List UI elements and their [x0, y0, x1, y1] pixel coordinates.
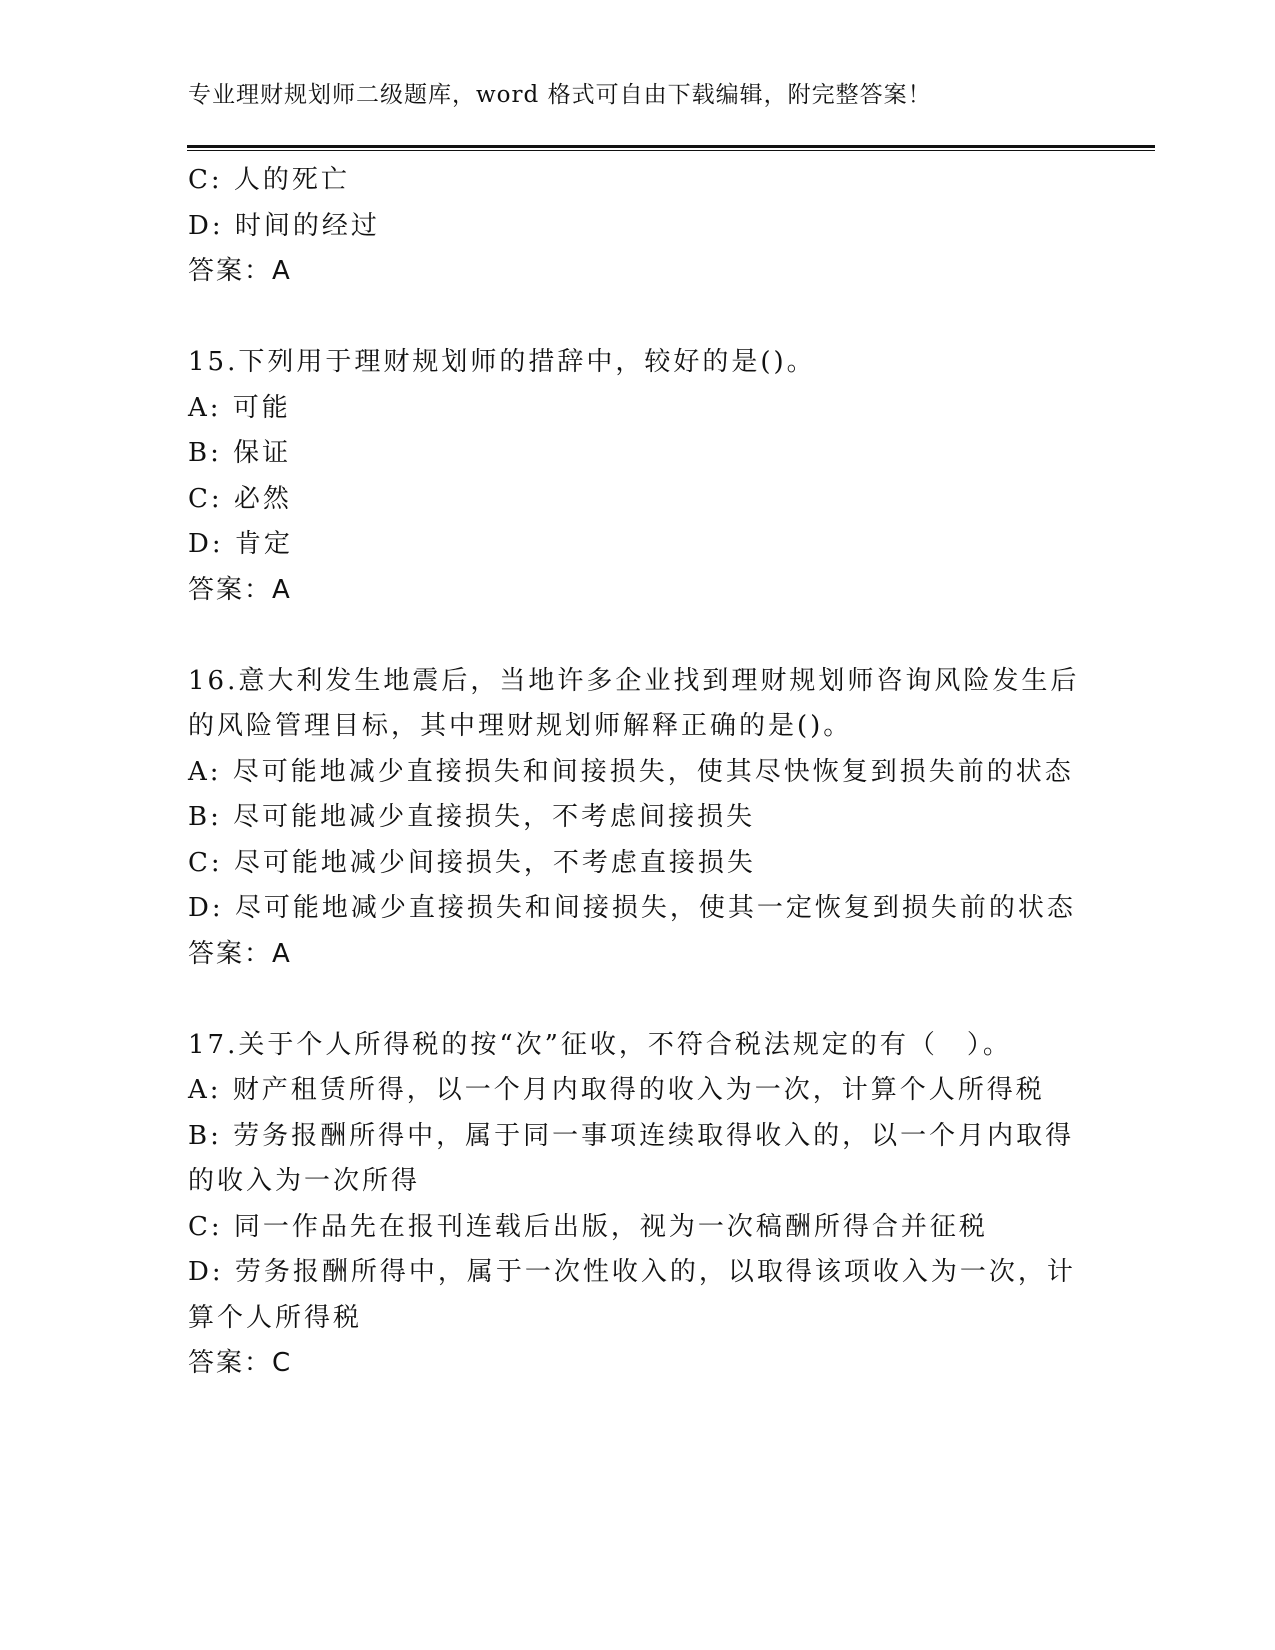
question-line: 的风险管理目标，其中理财规划师解释正确的是()。 — [188, 711, 853, 741]
option-line: C: 同一作品先在报刊连载后出版，视为一次稿酬所得合并征税 — [188, 1211, 988, 1242]
answer-line: 答案：A — [188, 256, 292, 286]
header-rule-thin — [187, 150, 1155, 151]
question-line: 17.关于个人所得税的按“次”征收，不符合税法规定的有（ ）。 — [188, 1029, 1012, 1060]
option-line: C: 人的死亡 — [188, 165, 350, 195]
option-line: C: 尽可能地减少间接损失，不考虑直接损失 — [188, 847, 756, 878]
paragraph-gap — [188, 977, 1088, 1023]
question-content — [188, 158, 1088, 1387]
option-line: D: 劳务报酬所得中，属于一次性收入的，以取得该项收入为一次，计 — [188, 1257, 1076, 1287]
page-header: 专业理财规划师二级题库，word 格式可自由下载编辑，附完整答案！ — [188, 82, 932, 108]
paragraph-gap — [188, 295, 1088, 341]
option-line: D: 尽可能地减少直接损失和间接损失，使其一定恢复到损失前的状态 — [188, 893, 1076, 923]
option-line: B: 保证 — [188, 438, 292, 468]
option-line: D: 时间的经过 — [188, 210, 380, 241]
header-rule-thick — [187, 145, 1155, 148]
option-line: B: 劳务报酬所得中，属于同一事项连续取得收入的，以一个月内取得 — [188, 1120, 1075, 1151]
option-line: A: 财产租赁所得，以一个月内取得的收入为一次，计算个人所得税 — [188, 1075, 1045, 1105]
question-line: 15.下列用于理财规划师的措辞中，较好的是()。 — [188, 347, 816, 377]
option-line: A: 可能 — [188, 392, 291, 423]
option-line: D: 肯定 — [188, 529, 293, 559]
answer-line: 答案：C — [188, 1348, 293, 1378]
option-line: 的收入为一次所得 — [188, 1166, 421, 1196]
option-line: 算个人所得税 — [188, 1302, 363, 1333]
option-line: A: 尽可能地减少直接损失和间接损失，使其尽快恢复到损失前的状态 — [188, 756, 1074, 787]
answer-line: 答案：A — [188, 574, 292, 605]
question-line: 16.意大利发生地震后，当地许多企业找到理财规划师咨询风险发生后 — [188, 665, 1080, 696]
answer-line: 答案：A — [188, 938, 292, 969]
paragraph-gap — [188, 613, 1088, 659]
option-line: B: 尽可能地减少直接损失，不考虑间接损失 — [188, 802, 756, 832]
option-line: C: 必然 — [188, 483, 292, 514]
